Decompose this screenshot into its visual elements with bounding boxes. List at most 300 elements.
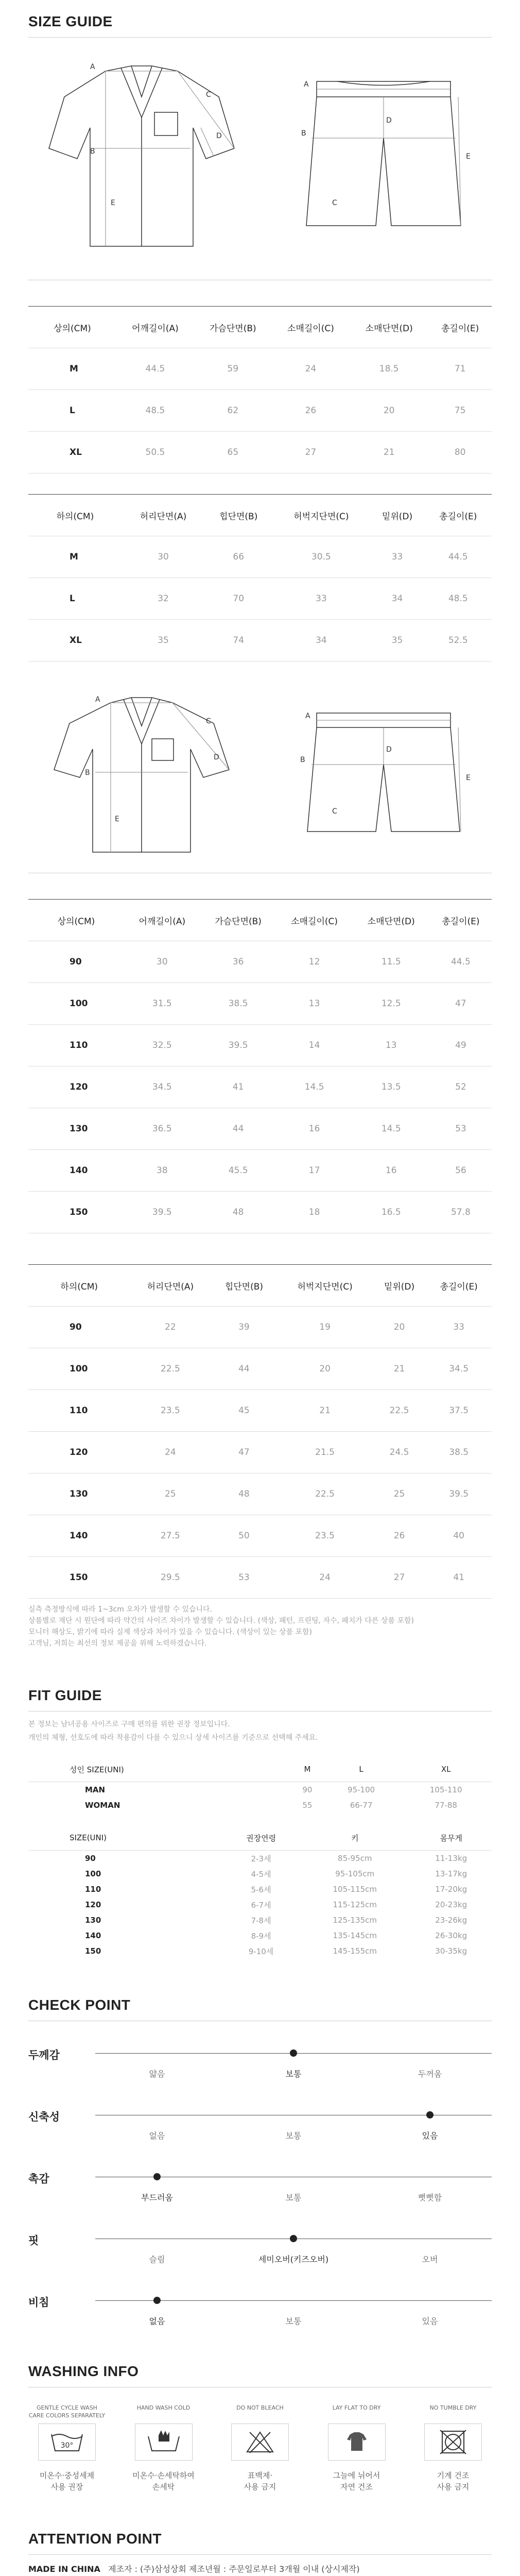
table-row xyxy=(28,1912,492,1928)
table-cell: 24.5 xyxy=(373,1432,426,1473)
table-cell: 34 xyxy=(370,578,425,620)
size-label: 100 xyxy=(28,1348,130,1390)
table-cell: 27 xyxy=(272,432,350,473)
size-label: 110 xyxy=(28,1390,130,1432)
scale-marker xyxy=(153,2173,161,2180)
table-header-cell: 총길이(E) xyxy=(425,495,492,536)
table-cell: 95-105cm xyxy=(335,1869,375,1878)
table-cell: 13 xyxy=(276,983,353,1025)
shirt-drawing xyxy=(28,50,255,267)
note-line: 고객님, 저희는 최선의 정보 제공을 위해 노력하겠습니다. xyxy=(28,1639,207,1648)
wash-desc-line: 기계 건조 xyxy=(437,2471,470,2480)
table-cell: 74 xyxy=(204,620,272,662)
table-cell: 48.5 xyxy=(116,390,194,432)
table-cell: 105-115cm xyxy=(333,1885,377,1894)
check-row-fit xyxy=(0,2212,520,2274)
check-point-list xyxy=(0,2026,520,2335)
table-cell: 20 xyxy=(373,1307,426,1348)
table-cell: 8-9세 xyxy=(251,1931,271,1941)
table-cell: 34 xyxy=(272,620,370,662)
table-cell: 9-10세 xyxy=(248,1946,274,1956)
table-cell: 30-35kg xyxy=(435,1946,467,1956)
table-cell: 21.5 xyxy=(278,1432,373,1473)
kids-shirt-diagram-icon xyxy=(28,682,255,868)
table-cell: 30.5 xyxy=(272,536,370,578)
svg-text:A: A xyxy=(95,696,100,704)
table-header xyxy=(28,1265,492,1307)
table-cell: 23.5 xyxy=(130,1390,211,1432)
svg-text:E: E xyxy=(115,815,119,823)
table-row xyxy=(28,348,492,390)
lay-flat-icon xyxy=(328,2424,386,2461)
table-cell: 105-110 xyxy=(400,1782,492,1798)
table-row xyxy=(28,1432,492,1473)
table-cell: 24 xyxy=(272,348,350,390)
scale-option: 오버 xyxy=(422,2255,438,2264)
scale-option: 없음 xyxy=(149,2316,165,2326)
size-label: XL xyxy=(28,620,122,662)
table-cell: 20-23kg xyxy=(435,1900,467,1909)
table-cell: 23-26kg xyxy=(435,1916,467,1925)
svg-text:A: A xyxy=(304,80,309,89)
table-header-cell: 가슴단면(B) xyxy=(194,307,272,348)
table-row xyxy=(28,1307,492,1348)
check-label: 촉감 xyxy=(28,2173,49,2185)
wash-desc-line: 손세탁 xyxy=(152,2482,175,2492)
scale-option: 뻣뻣함 xyxy=(418,2193,442,2202)
size-label: 130 xyxy=(28,1473,130,1515)
wash-desc-line: 미온수·손세탁하여 xyxy=(132,2471,195,2480)
table-cell: 95-100 xyxy=(322,1782,400,1798)
table-cell: 71 xyxy=(428,348,492,390)
table-header-cell: 상의(CM) xyxy=(28,900,124,941)
size-label: 140 xyxy=(28,1515,130,1557)
wash-caption: GENTLE CYCLE WASH CARE COLORS SEPARATELY xyxy=(28,2404,106,2419)
fit-intro xyxy=(0,1718,520,1744)
wash-desc xyxy=(28,2470,106,2493)
manufacturer-info: 제조자 : (주)삼성상회 제조년월 : 주문일로부터 3개월 이내 (상시제작) xyxy=(108,2564,360,2574)
table-cell: 44.5 xyxy=(425,536,492,578)
svg-text:D: D xyxy=(386,116,392,125)
scale-option: 보통 xyxy=(285,2131,302,2141)
svg-text:B: B xyxy=(300,756,305,764)
check-label: 신축성 xyxy=(28,2111,60,2123)
table-cell: 115-125cm xyxy=(333,1900,377,1909)
note-line: 모니터 해상도, 밝기에 따라 실제 색상과 차이가 있을 수 있습니다. (색상이 있는 상품 포함) xyxy=(28,1628,313,1636)
table-row xyxy=(28,1515,492,1557)
table-cell: 14.5 xyxy=(353,1108,430,1150)
table-header-cell: 밑위(D) xyxy=(373,1265,426,1307)
fit-guide-title: FIT GUIDE xyxy=(28,1687,102,1703)
table-cell: 62 xyxy=(194,390,272,432)
svg-text:C: C xyxy=(332,199,337,207)
fit-label: WOMAN xyxy=(85,1801,120,1810)
scale-option: 보통 xyxy=(285,2316,302,2326)
table-cell: 26-30kg xyxy=(435,1931,467,1940)
table-cell: 57.8 xyxy=(430,1192,492,1233)
svg-text:D: D xyxy=(216,132,222,140)
table-cell: 26 xyxy=(373,1515,426,1557)
table-cell: 135-145cm xyxy=(333,1931,377,1940)
wash-item xyxy=(414,2397,492,2493)
check-row-texture xyxy=(0,2150,520,2212)
scale-option: 보통 xyxy=(285,2193,302,2202)
table-header-cell: 권장연령 xyxy=(246,1833,276,1843)
table-cell: 75 xyxy=(428,390,492,432)
table-row xyxy=(28,1782,492,1798)
wash-desc xyxy=(318,2470,395,2493)
scale-option: 있음 xyxy=(422,2131,438,2141)
shorts-diagram-icon xyxy=(275,71,492,246)
check-row-thickness xyxy=(0,2026,520,2088)
scale-option: 슬림 xyxy=(149,2255,165,2264)
table-cell: 32 xyxy=(122,578,204,620)
table-cell: 34.5 xyxy=(426,1348,492,1390)
table-cell: 6-7세 xyxy=(251,1900,271,1910)
check-row-stretch xyxy=(0,2088,520,2150)
scale-marker xyxy=(426,2111,434,2119)
table-cell: 27 xyxy=(373,1557,426,1599)
washing-icons xyxy=(0,2397,520,2493)
table-cell: 18.5 xyxy=(350,348,428,390)
table-header-cell: 허벅지단면(C) xyxy=(272,495,370,536)
table-header-cell: 가슴단면(B) xyxy=(200,900,276,941)
table-cell: 13-17kg xyxy=(435,1869,467,1878)
size-label: M xyxy=(28,536,122,578)
table-cell: 49 xyxy=(430,1025,492,1066)
wash-desc-line: 표백제· xyxy=(247,2471,273,2480)
table-cell: 12 xyxy=(276,941,353,983)
table-header xyxy=(28,1825,492,1851)
table-header-cell: 총길이(E) xyxy=(430,900,492,941)
table-cell: 52.5 xyxy=(425,620,492,662)
table-cell: 11-13kg xyxy=(410,1851,492,1867)
table-cell: 53 xyxy=(430,1108,492,1150)
table-row xyxy=(28,1473,492,1515)
wash-caption: DO NOT BLEACH xyxy=(236,2404,284,2411)
table-cell: 23.5 xyxy=(278,1515,373,1557)
scale-option: 보통 xyxy=(285,2069,302,2079)
size-notes xyxy=(0,1599,520,1649)
made-in-label: MADE IN CHINA xyxy=(28,2564,100,2574)
table-header-cell: 총길이(E) xyxy=(426,1265,492,1307)
wash-item xyxy=(318,2397,395,2493)
size-guide-title: SIZE GUIDE xyxy=(28,13,113,29)
wash-caption: NO TUMBLE DRY xyxy=(429,2404,477,2411)
svg-text:B: B xyxy=(301,129,306,138)
table-cell: 39.5 xyxy=(124,1192,200,1233)
table-cell: 40 xyxy=(426,1515,492,1557)
table-row xyxy=(28,390,492,432)
shirt-diagram-icon xyxy=(28,50,255,267)
table-cell: 44 xyxy=(211,1348,277,1390)
table-cell: 21 xyxy=(278,1390,373,1432)
table-cell: 35 xyxy=(122,620,204,662)
check-row-sheerness xyxy=(0,2274,520,2335)
scale-option: 얇음 xyxy=(149,2069,165,2079)
table-cell: 11.5 xyxy=(353,941,430,983)
note-line: 실측 측정방식에 따라 1~3cm 오차가 발생할 수 있습니다. xyxy=(28,1605,212,1614)
svg-text:B: B xyxy=(90,147,95,156)
table-header-cell: 소매단면(D) xyxy=(350,307,428,348)
svg-text:E: E xyxy=(466,152,471,161)
scale-option: 있음 xyxy=(422,2316,438,2326)
size-label: 120 xyxy=(28,1066,124,1108)
scale-marker xyxy=(290,2049,297,2057)
wash-desc-line: 사용 권장 xyxy=(50,2482,83,2492)
table-cell: 39 xyxy=(211,1307,277,1348)
table-header-cell: 하의(CM) xyxy=(28,1265,130,1307)
kids-shorts-drawing xyxy=(275,698,492,852)
kids-fit-table xyxy=(28,1825,492,1959)
size-label: 90 xyxy=(28,1307,130,1348)
table-cell: 27.5 xyxy=(130,1515,211,1557)
wash-desc-line: 사용 금지 xyxy=(244,2482,276,2492)
table-cell: 21 xyxy=(373,1348,426,1390)
table-cell: 44 xyxy=(200,1108,276,1150)
washing-info-title: WASHING INFO xyxy=(28,2363,139,2379)
check-label: 비침 xyxy=(28,2296,49,2309)
svg-text:A: A xyxy=(90,63,95,71)
kids-size-drawings xyxy=(0,677,520,873)
table-cell: 70 xyxy=(204,578,272,620)
table-row xyxy=(28,1066,492,1108)
size-label: M xyxy=(28,348,116,390)
table-cell: 7-8세 xyxy=(251,1916,271,1925)
size-label: 140 xyxy=(28,1150,124,1192)
table-cell: 13.5 xyxy=(353,1066,430,1108)
table-cell: 45.5 xyxy=(200,1150,276,1192)
made-in-line xyxy=(28,2562,492,2576)
wash-desc xyxy=(125,2470,202,2493)
adult-fit-table xyxy=(28,1757,492,1813)
table-cell: 125-135cm xyxy=(333,1916,377,1925)
fit-intro-line: 본 정보는 남녀공용 사이즈로 구매 편의를 위한 권장 정보입니다. xyxy=(28,1720,230,1728)
scale-marker xyxy=(290,2235,297,2242)
table-cell: 56 xyxy=(430,1150,492,1192)
table-header-cell: 상의(CM) xyxy=(28,307,116,348)
table-row xyxy=(28,620,492,662)
kids-shirt-drawing xyxy=(28,682,255,868)
table-cell: 18 xyxy=(276,1192,353,1233)
svg-text:E: E xyxy=(111,199,115,207)
table-cell: 44.5 xyxy=(116,348,194,390)
table-header-cell: 어깨길이(A) xyxy=(124,900,200,941)
no-bleach-icon xyxy=(231,2424,289,2461)
table-cell: 26 xyxy=(272,390,350,432)
size-label: 90 xyxy=(28,941,124,983)
table-cell: 22.5 xyxy=(130,1348,211,1390)
table-cell: 66-77 xyxy=(350,1801,373,1810)
table-cell: 2-3세 xyxy=(223,1851,299,1867)
table-cell: 41 xyxy=(200,1066,276,1108)
table-row xyxy=(28,1348,492,1390)
table-cell: 85-95cm xyxy=(299,1851,410,1867)
check-label: 핏 xyxy=(28,2234,39,2247)
svg-text:D: D xyxy=(214,753,219,761)
attention-body xyxy=(0,2562,520,2576)
table-cell: 16 xyxy=(353,1150,430,1192)
size-label: XL xyxy=(28,432,116,473)
table-header-cell: L xyxy=(359,1765,363,1774)
size-label: 150 xyxy=(28,1557,130,1599)
table-cell: 45 xyxy=(211,1390,277,1432)
table-row xyxy=(28,1150,492,1192)
svg-text:C: C xyxy=(332,807,337,816)
table-cell: 33 xyxy=(426,1307,492,1348)
table-row xyxy=(28,1851,492,1867)
men-bottom-size-table xyxy=(28,494,492,662)
fit-label: 110 xyxy=(85,1885,101,1894)
scale-marker xyxy=(153,2297,161,2304)
table-header-cell: SIZE(UNI) xyxy=(70,1833,107,1842)
table-cell: 36.5 xyxy=(124,1108,200,1150)
table-cell: 17-20kg xyxy=(435,1885,467,1894)
table-cell: 44.5 xyxy=(430,941,492,983)
fit-label: 130 xyxy=(85,1916,101,1925)
kids-shorts-diagram-icon xyxy=(275,698,492,852)
scale-option: 세미오버(키즈오버) xyxy=(258,2255,329,2264)
table-row xyxy=(28,1928,492,1943)
table-cell: 25 xyxy=(373,1473,426,1515)
table-row xyxy=(28,983,492,1025)
svg-text:C: C xyxy=(206,717,211,725)
size-label: 150 xyxy=(28,1192,124,1233)
table-cell: 145-155cm xyxy=(333,1946,377,1956)
table-cell: 29.5 xyxy=(130,1557,211,1599)
table-header-cell: 몸무게 xyxy=(440,1833,462,1843)
size-label: 100 xyxy=(28,983,124,1025)
fit-label: 90 xyxy=(28,1851,223,1867)
table-cell: 52 xyxy=(430,1066,492,1108)
table-cell: 14.5 xyxy=(276,1066,353,1108)
table-cell: 77-88 xyxy=(435,1801,457,1810)
table-cell: 50 xyxy=(211,1515,277,1557)
table-row xyxy=(28,1557,492,1599)
wash-caption: HAND WASH COLD xyxy=(136,2404,190,2411)
table-cell: 65 xyxy=(194,432,272,473)
table-header-cell: M xyxy=(304,1765,311,1774)
table-cell: 38.5 xyxy=(426,1432,492,1473)
table-row xyxy=(28,1866,492,1882)
table-cell: 33 xyxy=(272,578,370,620)
table-row xyxy=(28,1192,492,1233)
kids-top-size-table xyxy=(28,899,492,1233)
size-label: L xyxy=(28,578,122,620)
no-tumble-dry-icon xyxy=(424,2424,482,2461)
table-cell: 37.5 xyxy=(426,1390,492,1432)
size-label: 110 xyxy=(28,1025,124,1066)
kids-bottom-size-table xyxy=(28,1264,492,1599)
table-cell: 16.5 xyxy=(353,1192,430,1233)
table-cell: 31.5 xyxy=(124,983,200,1025)
scale-option: 부드러움 xyxy=(141,2193,173,2202)
note-line: 상품별로 재단 시 원단에 따라 약간의 사이즈 차이가 발생할 수 있습니다. (색상, 패턴, 프린팅, 자수, 패치가 다른 상품 포함) xyxy=(28,1617,414,1625)
size-label: L xyxy=(28,390,116,432)
table-cell: 13 xyxy=(353,1025,430,1066)
wash-30-icon xyxy=(38,2424,96,2461)
table-cell: 20 xyxy=(278,1348,373,1390)
table-cell: 17 xyxy=(276,1150,353,1192)
table-cell: 30 xyxy=(124,941,200,983)
table-cell: 47 xyxy=(211,1432,277,1473)
wash-temp: 30° xyxy=(60,2442,74,2450)
wash-item xyxy=(125,2397,202,2493)
wash-desc-line: 자연 건조 xyxy=(340,2482,373,2492)
wash-desc-line: 미온수·중성세제 xyxy=(39,2471,95,2480)
table-cell: 48 xyxy=(211,1473,277,1515)
table-row xyxy=(28,941,492,983)
scale-option: 없음 xyxy=(149,2131,165,2141)
table-row xyxy=(28,536,492,578)
table-row xyxy=(28,1943,492,1959)
table-cell: 41 xyxy=(426,1557,492,1599)
table-cell: 38 xyxy=(124,1150,200,1192)
svg-text:B: B xyxy=(85,769,90,777)
table-header-cell: XL xyxy=(441,1765,451,1774)
hand-wash-icon xyxy=(135,2424,193,2461)
table-header-cell: 성인 SIZE(UNI) xyxy=(70,1765,124,1774)
table-header-cell: 하의(CM) xyxy=(28,495,122,536)
table-cell: 16 xyxy=(276,1108,353,1150)
table-header xyxy=(28,495,492,536)
table-cell: 19 xyxy=(278,1307,373,1348)
table-header xyxy=(28,900,492,941)
table-header-cell: 어깨길이(A) xyxy=(116,307,194,348)
check-label: 두께감 xyxy=(28,2049,60,2061)
wash-desc-line: 사용 금지 xyxy=(437,2482,470,2492)
table-row xyxy=(28,1882,492,1897)
table-header-cell: 허리단면(A) xyxy=(130,1265,211,1307)
table-header-cell: 허리단면(A) xyxy=(122,495,204,536)
men-top-size-table xyxy=(28,306,492,473)
wash-desc xyxy=(221,2470,299,2493)
table-cell: 47 xyxy=(430,983,492,1025)
table-cell: 48 xyxy=(200,1192,276,1233)
fit-label: 120 xyxy=(85,1900,101,1909)
fit-label: 100 xyxy=(85,1869,101,1878)
svg-text:C: C xyxy=(206,91,211,99)
table-cell: 80 xyxy=(428,432,492,473)
fit-label: 140 xyxy=(85,1931,101,1940)
men-size-drawings xyxy=(0,38,520,280)
table-header-cell: 허벅지단면(C) xyxy=(278,1265,373,1307)
table-cell: 59 xyxy=(194,348,272,390)
table-row xyxy=(28,1108,492,1150)
table-row xyxy=(28,1798,492,1813)
table-cell: 66 xyxy=(204,536,272,578)
table-header-cell: 힙단면(B) xyxy=(204,495,272,536)
table-header-cell: 밑위(D) xyxy=(370,495,425,536)
table-cell: 39.5 xyxy=(426,1473,492,1515)
table-cell: 30 xyxy=(122,536,204,578)
table-cell: 22.5 xyxy=(373,1390,426,1432)
fit-intro-line: 개인의 체형, 선호도에 따라 착용감이 다를 수 있으니 상세 사이즈를 기준으로 선택해 주세요. xyxy=(28,1734,318,1742)
table-cell: 34.5 xyxy=(124,1066,200,1108)
table-cell: 38.5 xyxy=(200,983,276,1025)
check-point-title: CHECK POINT xyxy=(28,1997,131,2013)
table-header-cell: 소매길이(C) xyxy=(272,307,350,348)
wash-desc xyxy=(414,2470,492,2493)
table-cell: 35 xyxy=(370,620,425,662)
table-header xyxy=(28,1757,492,1782)
table-row xyxy=(28,1897,492,1912)
wash-caption: LAY FLAT TO DRY xyxy=(332,2404,381,2411)
size-label: 120 xyxy=(28,1432,130,1473)
fit-label: 150 xyxy=(85,1946,101,1956)
wash-item xyxy=(221,2397,299,2493)
fit-label: MAN xyxy=(28,1782,292,1798)
